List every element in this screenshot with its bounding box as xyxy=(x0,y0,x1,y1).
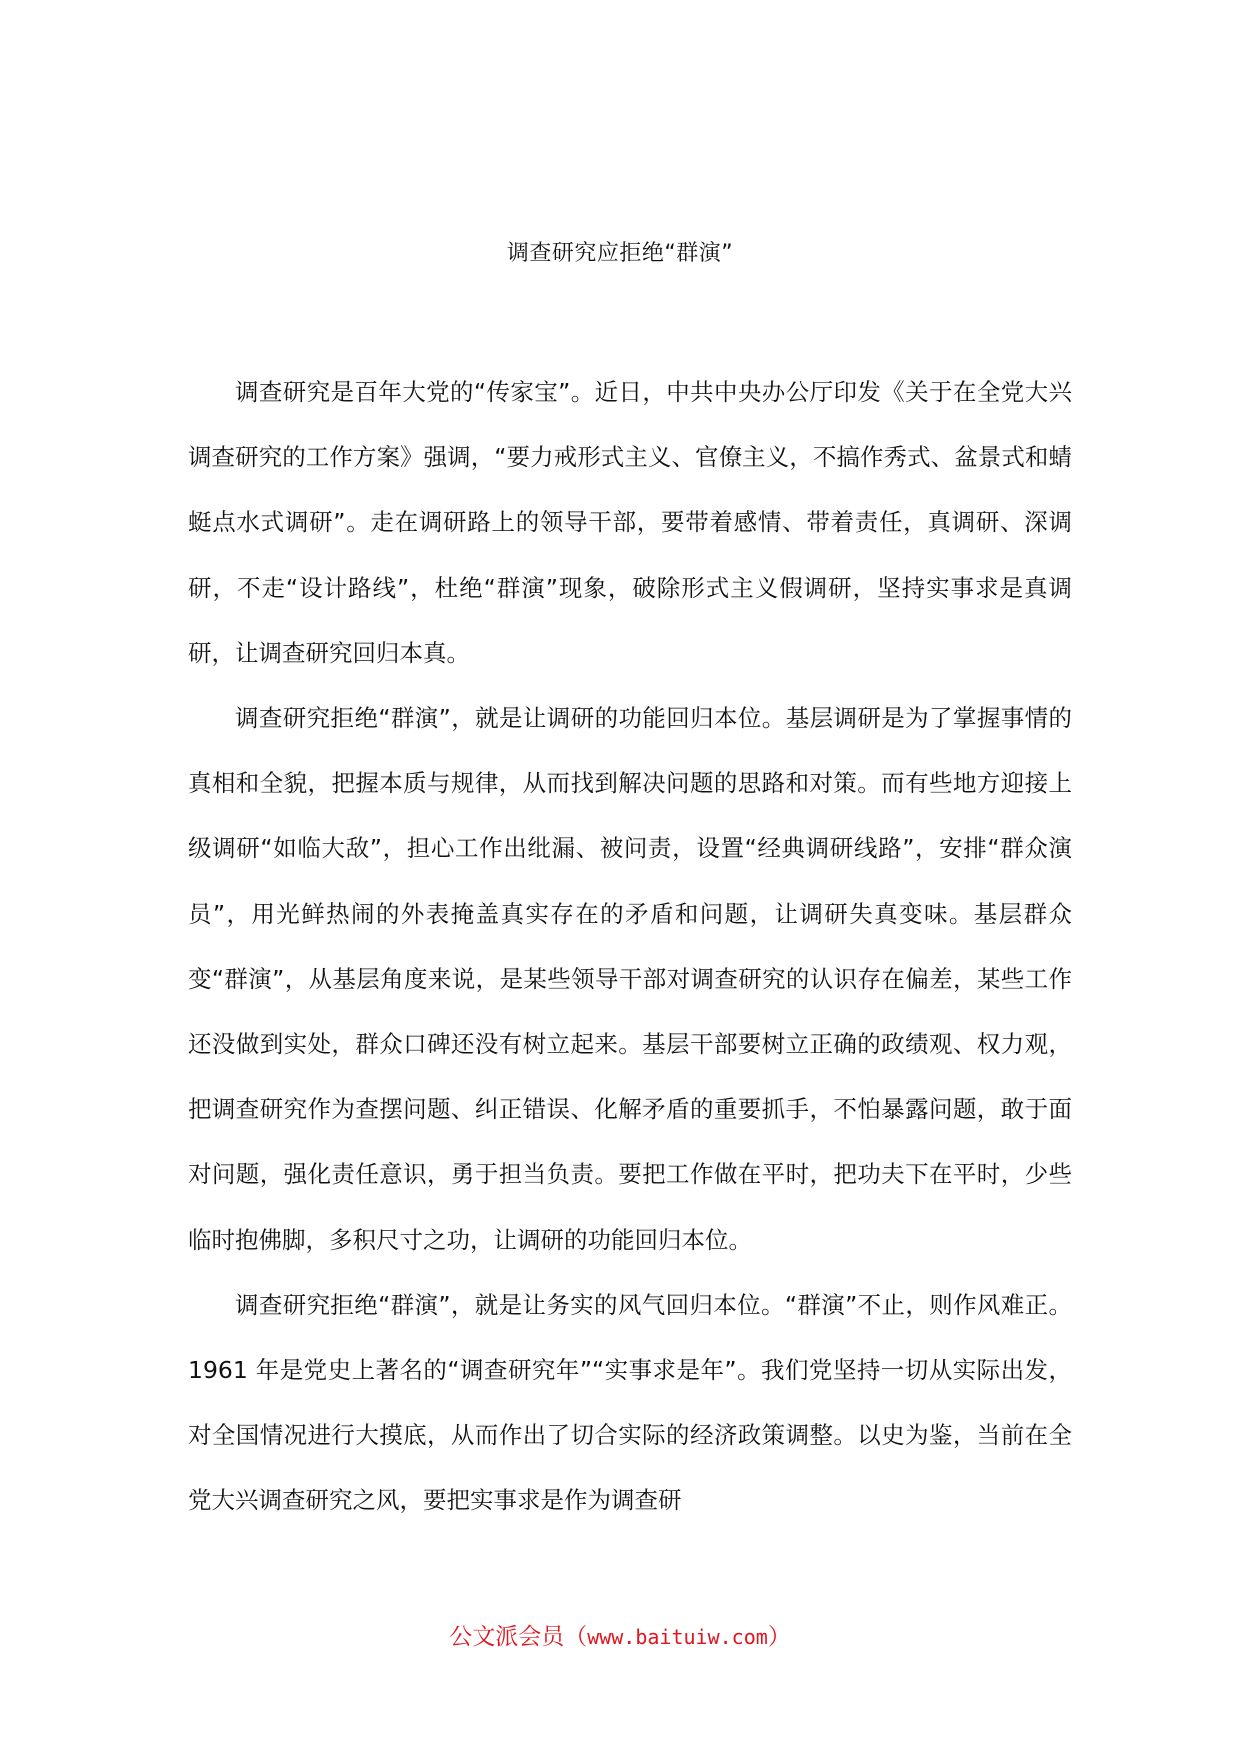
footer-label: 公文派会员 xyxy=(449,1624,565,1650)
footer-url[interactable]: www.baituiw.com xyxy=(587,1625,768,1649)
footer-open-paren: （ xyxy=(564,1624,588,1650)
document-title: 调查研究应拒绝“群演” xyxy=(506,241,734,266)
watermark-footer xyxy=(0,1620,1240,1654)
paragraph-3: 调查研究拒绝“群演”，就是让务实的风气回归本位。“群演”不止，则作风难正。1961 年是党史上著名的“调查研究年”“实事求是年”。我们党坚持一切从实际出发，对全国情况进行大摸底，从而作出了切合实际的经济政策调整。以史为鉴，当前在全党大兴调查研究之风，要把实事求是作为调查研 xyxy=(188,1290,1072,1515)
paragraph-2: 调查研究拒绝“群演”，就是让调研的功能回归本位。基层调研是为了掌握事情的真相和全貌，把握本质与规律，从而找到解决问题的思路和对策。而有些地方迎接上级调研“如临大敌”，担心工作出纰漏、被问责，设置“经典调研线路”，安排“群众演员”，用光鲜热闹的外表掩盖真实存在的矛盾和问题，让调研失真变味。基层群众变“群演”，从基层角度来说，是某些领导干部对调查研究的认识存在偏差，某些工作还没做到实处，群众口碑还没有树立起来。基层干部要树立正确的政绩观、权力观，把调查研究作为查摆问题、纠正错误、化解矛盾的重要抓手，不怕暴露问题，敢于面对问题，强化责任意识，勇于担当负责。要把工作做在平时，把功夫下在平时，少些临时抱佛脚，多积尺寸之功，让调研的功能回归本位。 xyxy=(188,704,1072,1254)
paragraph-1: 调查研究是百年大党的“传家宝”。近日，中共中央办公厅印发《关于在全党大兴调查研究的工作方案》强调，“要力戒形式主义、官僚主义，不搞作秀式、盆景式和蜻蜓点水式调研”。走在调研路上的领导干部，要带着感情、带着责任，真调研、深调研，不走“设计路线”，杜绝“群演”现象，破除形式主义假调研，坚持实事求是真调研，让调查研究回归本真。 xyxy=(188,378,1072,667)
footer-close-paren: ） xyxy=(767,1624,791,1650)
document-body xyxy=(188,360,1072,1534)
